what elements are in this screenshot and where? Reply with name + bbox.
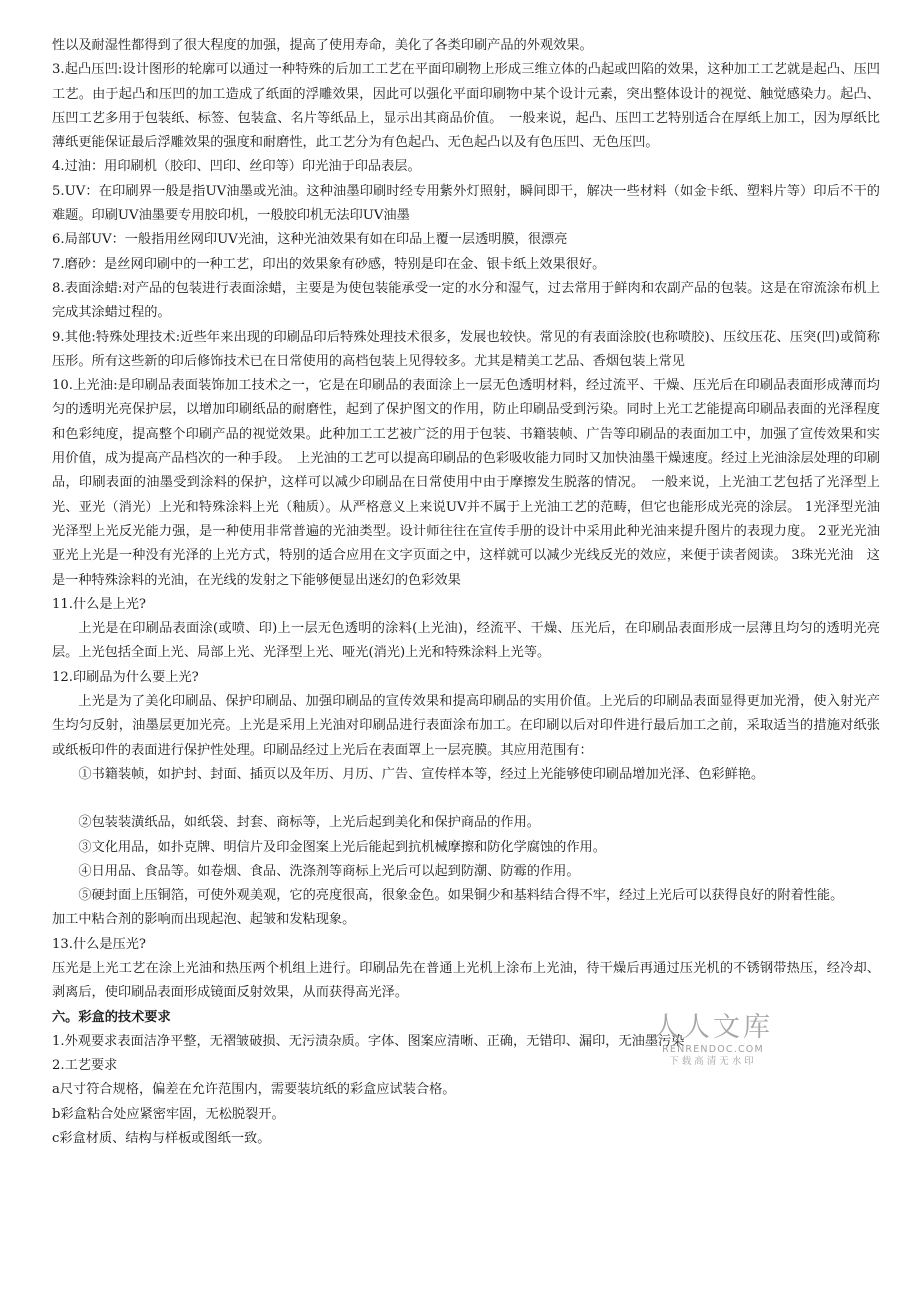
requirement-appearance: 1.外观要求表面洁净平整，无褶皱破损、无污渍杂质。字体、图案应清晰、正确，无错印、漏印，无油墨污染 — [52, 1033, 685, 1049]
list-item: ⑤硬封面上压铜箔，可使外观美观，它的亮度很高，很象金色。如果铜少和基料结合得不牢，经过上光后可以获得良好的附着性能。 — [78, 888, 844, 904]
question-11-heading: 11.什么是上光? — [52, 596, 146, 612]
question-12-heading: 12.印刷品为什么要上光? — [52, 669, 199, 685]
list-item: ③文化用品，如扑克牌、明信片及印金图案上光后能起到抗机械摩擦和防化学腐蚀的作用。 — [78, 839, 606, 855]
requirement-item-b: b彩盒粘合处应紧密牢固，无松脱裂开。 — [52, 1106, 285, 1122]
item-6-spot-uv: 6.局部UV：一般指用丝网印UV光油，这种光油效果有如在印品上覆一层透明膜，很漂亮 — [52, 232, 568, 248]
requirement-item-a: a尺寸符合规格，偏差在允许范围内，需要装坑纸的彩盒应试装合格。 — [52, 1082, 456, 1098]
watermark-slogan: 下载高清无水印 — [669, 1056, 757, 1067]
text-line: 加工中粘合剂的影响而出现起泡、起皱和发粘现象。 — [52, 912, 356, 928]
item-7-frosting: 7.磨砂：是丝网印刷中的一种工艺，印出的效果象有砂感，特别是印在金、银卡纸上效果很好。 — [52, 256, 606, 272]
item-5-uv: 5.UV：在印刷界一般是指UV油墨或光油。这种油墨印刷时经专用紫外灯照射，瞬间即干，解决一些材料（如金卡纸、塑料片等）印后不干的难题。印刷UV油墨要专用胶印机，一般胶印机无法印UV油墨 — [52, 183, 880, 224]
item-9-other: 9.其他:特殊处理技术:近些年来出现的印刷品印后特殊处理技术很多，发展也较快。常见的有表面涂胶(也称喷胶)、压纹压花、压突(凹)或简称压形。所有这些新的印后修饰技术已在日常使用的高档包装上见得较多。尤其是精美工艺品、香烟包装上常见 — [52, 329, 880, 369]
blank-line — [52, 787, 880, 811]
item-8-waxing: 8.表面涂蜡:对产品的包装进行表面涂蜡，主要是为使包装能承受一定的水分和湿气，过去常用于鲜肉和农副产品的包装。这是在帘流涂布机上完成其涂蜡过程的。 — [52, 280, 880, 321]
answer-13-paragraph: 压光是上光工艺在涂上光油和热压两个机组上进行。印刷品先在普通上光机上涂布上光油，待干燥后再通过压光机的不锈钢带热压，经冷却、剥离后，使印刷品表面形成镜面反射效果，从而获得高光泽。 — [52, 960, 880, 1001]
list-item: ②包装装潢纸品，如纸袋、封套、商标等，上光后起到美化和保护商品的作用。 — [78, 815, 540, 831]
section-heading: 六。彩盒的技术要求 — [52, 1009, 171, 1025]
list-item: ④日用品、食品等。如卷烟、食品、洗涤剂等商标上光后可以起到防潮、防霉的作用。 — [78, 863, 580, 879]
item-4-varnish: 4.过油：用印刷机（胶印、凹印、丝印等）印光油于印品表层。 — [52, 159, 421, 175]
answer-11-paragraph: 上光是在印刷品表面涂(或喷、印)上一层无色透明的涂料(上光油)，经流平、干燥、压光后，在印刷品表面形成一层薄且均匀的透明光亮层。上光包括全面上光、局部上光、光泽型上光、哑光(消光)上光和特殊涂料上光等。 — [52, 621, 880, 661]
list-item: ①书籍装帧，如护封、封面、插页以及年历、月历、广告、宣传样本等，经过上光能够使印刷品增加光泽、色彩鲜艳。 — [78, 766, 765, 782]
item-3-emboss-deboss: 3.起凸压凹:设计图形的轮廓可以通过一种特殊的后加工工艺在平面印刷物上形成三维立体的凸起或凹陷的效果，这种加工工艺就是起凸、压凹工艺。由于起凸和压凹的加工造成了纸面的浮雕效果，因此可以强化平面印刷物中某个设计元素，突出整体设计的视觉、触觉感染力。起凸、压凹工艺多用于包装纸、标签、包装盒、名片等纸品上，显示出其商品价值。 一般来说，起凸、压凹工艺特别适合在厚纸上加工，因为厚纸比薄纸更能保证最后浮雕效果的强度和耐磨性，此工艺分为有色起凸、无色起凸以及有色压凹、无色压凹。 — [52, 62, 880, 151]
item-10-gloss-oil: 10.上光油:是印刷品表面装饰加工技术之一，它是在印刷品的表面涂上一层无色透明材料，经过流平、干燥、压光后在印刷品表面形成薄而均匀的透明光亮保护层，以增加印刷纸品的耐磨性，起到了保护图文的作用，防止印刷品受到污染。同时上光工艺能提高印刷品表面的光泽程度和色彩纯度，提高整个印刷产品的视觉效果。此种加工工艺被广泛的用于包装、书籍装帧、广告等印刷品的表面加工中，加强了宣传效果和实用价值，成为提高产品档次的一种手段。 上光油的工艺可以提高印刷品的色彩吸收能力同时又加快油墨干燥速度。经过上光油涂层处理的印刷品，印刷表面的油墨受到涂料的保护，这样可以减少印刷品在日常使用中由于摩擦发生脱落的情况。 一般来说，上光油工艺包括了光泽型上光、亚光（消光）上光和特殊涂料上光（釉质）。从严格意义上来说UV并不属于上光油工艺的范畴，但它也能形成光亮的涂层。 1光泽型光油光泽型上光反光能力强，是一种使用非常普遍的光油类型。设计师往往在宣传手册的设计中采用此种光油来提升图片的表现力度。 2亚光光油 亚光上光是一种没有光泽的上光方式，特别的适合应用在文字页面之中，这样就可以减少光线反光的效应，来便于读者阅读。 3珠光光油 这是一种特殊涂料的光油，在光线的发射之下能够便显出迷幻的色彩效果 — [52, 378, 894, 588]
requirement-item-c: c彩盒材质、结构与样板或图纸一致。 — [52, 1131, 271, 1147]
answer-12-paragraph: 上光是为了美化印刷品、保护印刷品、加强印刷品的宣传效果和提高印刷品的实用价值。上光后的印刷品表面显得更加光滑，使入射光产生均匀反射，油墨层更加光亮。上光是采用上光油对印刷品进行表面涂布加工。在印刷以后对印件进行最后加工之前，采取适当的措施对纸张或纸板印件的表面进行保护性处理。印刷品经过上光后在表面罩上一层亮膜。其应用范围有： — [52, 694, 880, 758]
text-line: 性以及耐湿性都得到了很大程度的加强，提高了使用寿命，美化了各类印刷产品的外观效果。 — [52, 38, 593, 53]
watermark-domain: RENRENDOC.COM — [662, 1044, 764, 1055]
requirement-process-heading: 2.工艺要求 — [52, 1058, 118, 1074]
watermark-title: 人人文库 — [653, 1012, 773, 1043]
question-13-heading: 13.什么是压光? — [52, 936, 146, 952]
